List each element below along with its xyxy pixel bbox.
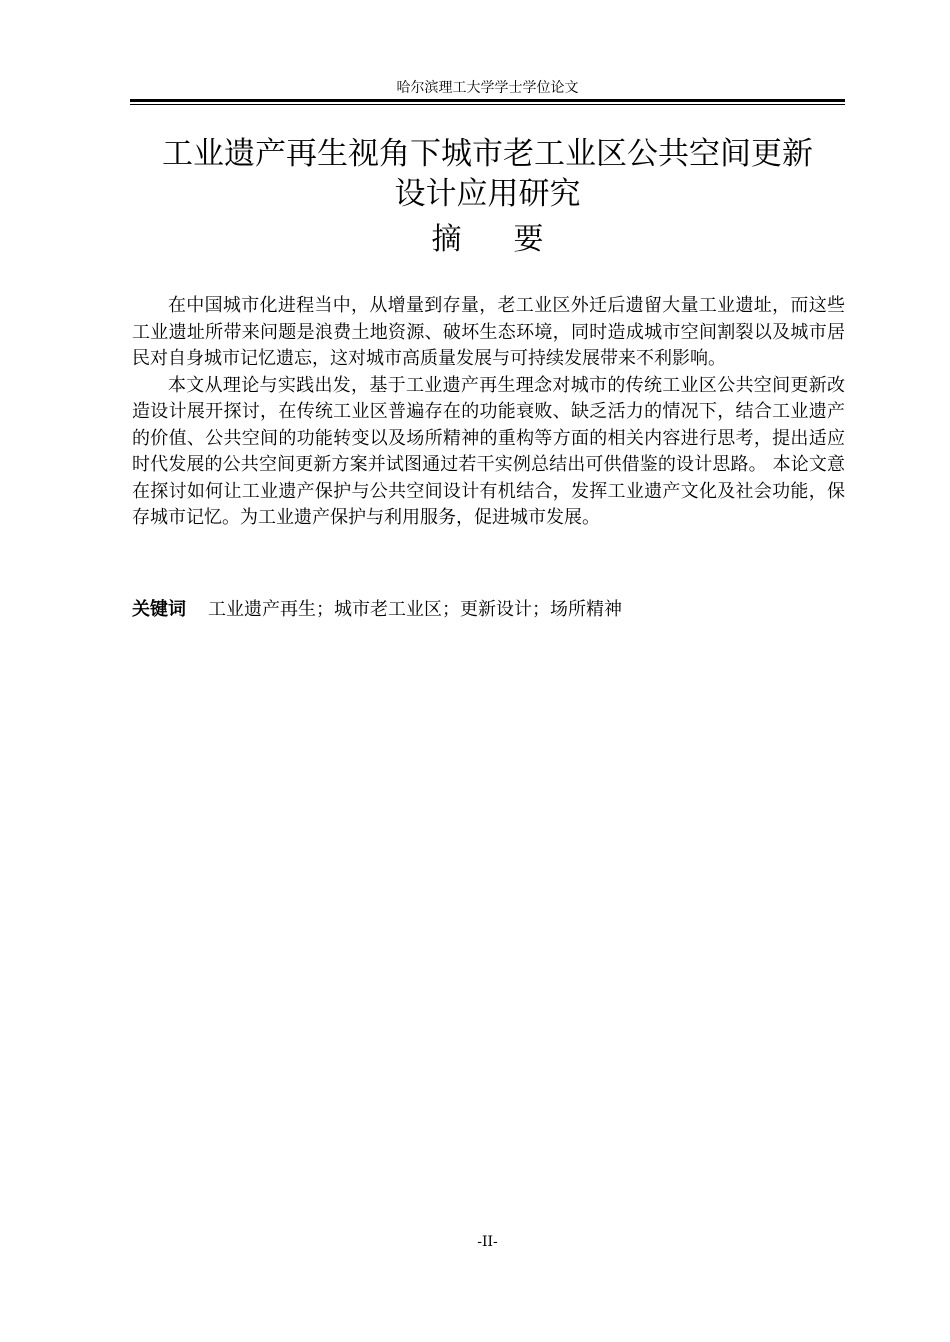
page-number: -II- bbox=[477, 1234, 498, 1250]
abstract-paragraph-1: 在中国城市化进程当中，从增量到存量，老工业区外迁后遗留大量工业遗址，而这些工业遗址所带来问题是浪费土地资源、破坏生态环境，同时造成城市空间割裂以及城市居民对自身城市记忆遗忘，这对城市高质量发展与可持续发展带来不利影响。 bbox=[132, 295, 845, 369]
keywords-label: 关键词 bbox=[132, 599, 186, 620]
abstract-paragraph-2: 本文从理论与实践出发，基于工业遗产再生理念对城市的传统工业区公共空间更新改造设计展开探讨，在传统工业区普遍存在的功能衰败、缺乏活力的情况下，结合工业遗产的价值、公共空间的功能转变以及场所精神的重构等方面的相关内容进行思考，提出适应时代发展的公共空间更新方案并试图通过若干实例总结出可供借鉴的设计思路。 本论文意在探讨如何让工业遗产保护与公共空间设计有机结合，发挥工业遗产文化及社会功能，保存城市记忆。为工业遗产保护与利用服务，促进城市发展。 bbox=[132, 374, 845, 528]
thesis-title bbox=[120, 134, 855, 214]
keywords bbox=[132, 597, 845, 623]
keywords-value: 工业遗产再生；城市老工业区；更新设计；场所精神 bbox=[208, 599, 622, 620]
abstract-heading: 摘要 bbox=[431, 222, 596, 257]
abstract-body bbox=[132, 293, 845, 532]
thesis-title-line-2: 设计应用研究 bbox=[394, 176, 581, 212]
running-header: 哈尔滨理工大学学士学位论文 bbox=[396, 80, 579, 96]
header-rule-thin bbox=[130, 104, 845, 105]
header-rule-thick bbox=[130, 99, 845, 102]
thesis-title-line-1: 工业遗产再生视角下城市老工业区公共空间更新 bbox=[162, 136, 813, 172]
